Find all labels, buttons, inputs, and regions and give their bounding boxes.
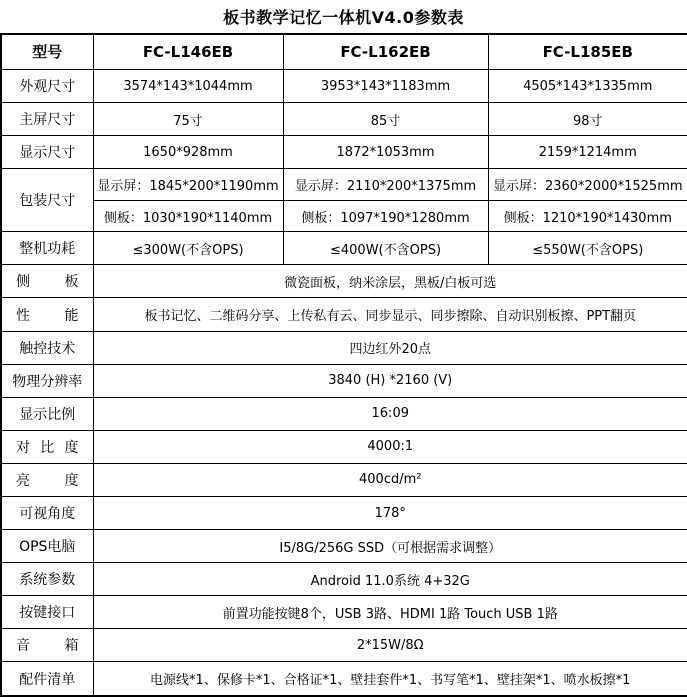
cell-value: 1872*1053mm [283,136,488,169]
cell-value: 侧板：1210*190*1430mm [488,200,687,232]
row-label: 包装尺寸 [1,169,93,232]
row-label: 按键接口 [1,596,93,629]
cell-value: 侧板：1097*190*1280mm [283,200,488,232]
row-label: 主屏尺寸 [1,103,93,136]
cell-value: 400cd/m² [93,463,687,496]
cell-value: ≤550W(不含OPS) [488,232,687,265]
cell-value: ≤400W(不含OPS) [283,232,488,265]
row-label: 显示比例 [1,397,93,430]
cell-value: 1650*928mm [93,136,283,169]
cell-value: 电源线*1、保修卡*1、合格证*1、壁挂套件*1、书写笔*1、壁挂架*1、喷水板擦*1 [93,662,687,696]
table-header-row [1,34,687,69]
cell-value: Android 11.0系统 4+32G [93,563,687,596]
cell-value: 板书记忆、二维码分享、上传私有云、同步显示、同步擦除、自动识别板擦、PPT翻页 [93,298,687,331]
cell-value: 显示屏：2110*200*1375mm [283,169,488,201]
row-display-size [1,136,687,169]
row-side-panel [1,265,687,298]
row-label: 亮度 [1,463,93,496]
row-contrast-ratio [1,430,687,463]
cell-value: 4000:1 [93,430,687,463]
row-exterior-dimensions [1,69,687,102]
row-features [1,298,687,331]
cell-value: 2*15W/8Ω [93,629,687,662]
row-buttons-ports [1,596,687,629]
cell-value: 显示屏：1845*200*1190mm [93,169,283,201]
row-label: 物理分辨率 [1,364,93,397]
cell-value: 2159*1214mm [488,136,687,169]
cell-value: 3840 (H) *2160 (V) [93,364,687,397]
row-label: 整机功耗 [1,232,93,265]
model-name-2: FC-L162EB [283,34,488,69]
row-label: 外观尺寸 [1,69,93,102]
row-label: 音箱 [1,629,93,662]
row-touch-technology [1,331,687,364]
cell-value: ≤300W(不含OPS) [93,232,283,265]
row-packaging-size-side-panel [1,200,687,232]
row-brightness [1,463,687,496]
row-label: 系统参数 [1,563,93,596]
cell-value: 3953*143*1183mm [283,69,488,102]
cell-value: 显示屏：2360*2000*1525mm [488,169,687,201]
cell-value: 16:09 [93,397,687,430]
row-main-screen-size [1,103,687,136]
row-physical-resolution [1,364,687,397]
cell-value: 178° [93,497,687,530]
row-label: 侧板 [1,265,93,298]
cell-value: 4505*143*1335mm [488,69,687,102]
cell-value: 3574*143*1044mm [93,69,283,102]
row-viewing-angle [1,497,687,530]
cell-value: 微瓷面板，纳米涂层，黑板/白板可选 [93,265,687,298]
row-label: OPS电脑 [1,530,93,563]
page-title: 板书教学记忆一体机V4.0参数表 [223,8,464,27]
row-label: 对比度 [1,430,93,463]
row-speaker [1,629,687,662]
spec-table [0,33,687,697]
cell-value: 75寸 [93,103,283,136]
model-name-1: FC-L146EB [93,34,283,69]
cell-value: 前置功能按键8个，USB 3路、HDMI 1路 Touch USB 1路 [93,596,687,629]
cell-value: 四边红外20点 [93,331,687,364]
row-ops-computer [1,530,687,563]
row-label: 显示尺寸 [1,136,93,169]
row-power-consumption [1,232,687,265]
model-name-3: FC-L185EB [488,34,687,69]
row-packaging-size-display [1,169,687,201]
cell-value: 98寸 [488,103,687,136]
row-accessories [1,662,687,696]
row-system-parameters [1,563,687,596]
header-label-model: 型号 [1,34,93,69]
cell-value: 85寸 [283,103,488,136]
cell-value: I5/8G/256G SSD（可根据需求调整） [93,530,687,563]
row-label: 可视角度 [1,497,93,530]
row-label: 性能 [1,298,93,331]
row-label: 触控技术 [1,331,93,364]
cell-value: 侧板：1030*190*1140mm [93,200,283,232]
row-aspect-ratio [1,397,687,430]
row-label: 配件清单 [1,662,93,696]
